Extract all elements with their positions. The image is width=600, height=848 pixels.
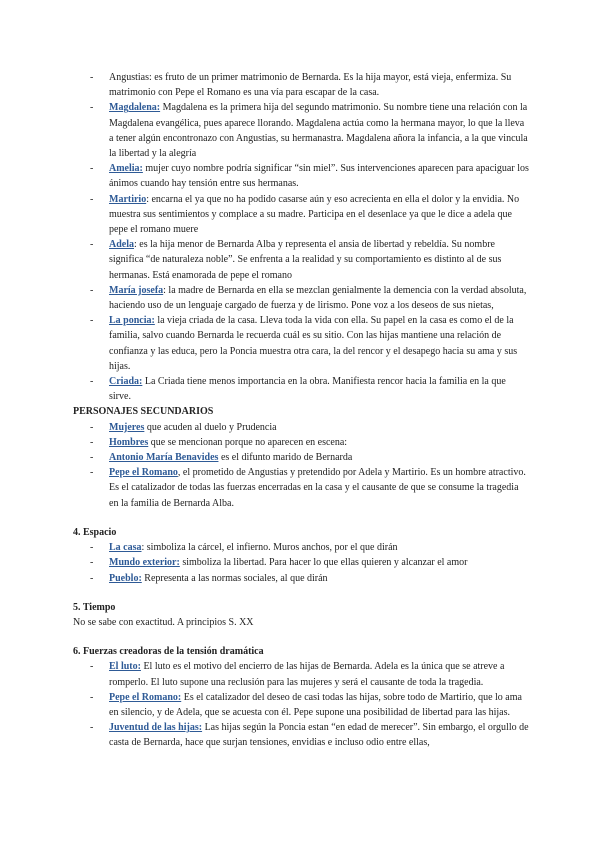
item-text: es el difunto marido de Bernarda <box>218 452 353 464</box>
space-list <box>73 540 529 586</box>
list-dash-bullet: - <box>90 163 94 175</box>
item-term: Adela <box>109 239 134 251</box>
tension-force-item <box>73 720 529 750</box>
character-item <box>73 313 529 374</box>
item-text: : es la hija menor de Bernarda Alba y representa el ansia de libertad y rebeldía. Su nombre significa “de naturaleza noble”. Se enfrenta a la realidad y su comportamiento es distinto al de sus hermanas. Está enamorada de pepe el romano <box>109 239 502 281</box>
list-dash-bullet: - <box>90 691 94 703</box>
item-text: : la madre de Bernarda en ella se mezclan genialmente la demencia con la verdad absoluta, haciendo uso de un lenguaje cargado de fuerza y de lirismo. Pone voz a los deseos de sus nietas, <box>109 284 527 312</box>
item-text: : simboliza la cárcel, el infierno. Muros anchos, por el que dirán <box>141 542 398 554</box>
document-content <box>73 70 529 751</box>
space-item <box>73 540 529 555</box>
list-dash-bullet: - <box>90 542 94 554</box>
item-text: que acuden al duelo y Prudencia <box>144 421 277 433</box>
item-term: Antonio María Benavides <box>109 452 219 464</box>
list-dash-bullet: - <box>90 436 94 448</box>
item-text: Es el catalizador del deseo de casi todas las hijas, sobre todo de Martirio, que lo ama en silencio, y de Adela, que se acuesta con él. Pepe supone una posibilidad de libertad para las hijas. <box>109 691 522 718</box>
item-text: El luto es el motivo del encierro de las hijas de Bernarda. Adela es la única que se atreve a romperlo. El luto supone una reclusión para las mujeres y será el causante de toda la tragedia. <box>109 661 505 688</box>
list-dash-bullet: - <box>90 467 94 479</box>
list-dash-bullet: - <box>90 572 94 584</box>
tension-force-item <box>73 659 529 689</box>
character-item <box>73 100 529 161</box>
section-5-text: No se sabe con exactitud. A principios S. XX <box>73 616 254 628</box>
character-item <box>73 161 529 191</box>
item-term: La casa <box>109 542 142 554</box>
list-dash-bullet: - <box>90 722 94 734</box>
item-text: , el prometido de Angustias y pretendido por Adela y Martirio. Es un hombre atractivo. Es el catalizador de todas las fuerzas encerradas en la casa y el causante de que se consume la tragedia en la familia de Bernarda Alba. <box>109 467 526 509</box>
section-4-heading: 4. Espacio <box>73 526 117 538</box>
item-term: María josefa <box>109 284 164 296</box>
section-5-heading: 5. Tiempo <box>73 601 116 613</box>
item-term: Hombres <box>109 436 149 448</box>
list-dash-bullet: - <box>90 557 94 569</box>
list-dash-bullet: - <box>90 661 94 673</box>
item-text: La Criada tiene menos importancia en la obra. Manifiesta rencor hacia la familia en la que sirve. <box>109 376 506 403</box>
secondary-characters-heading: PERSONAJES SECUNDARIOS <box>73 406 214 418</box>
item-text: que se mencionan porque no aparecen en escena: <box>148 436 348 448</box>
item-text: Representa a las normas sociales, al que dirán <box>141 572 328 584</box>
space-item <box>73 571 529 586</box>
list-dash-bullet: - <box>90 421 94 433</box>
character-item <box>73 237 529 283</box>
list-dash-bullet: - <box>90 193 94 205</box>
tension-forces-list <box>73 659 529 750</box>
spacer <box>73 630 529 644</box>
item-text: Las hijas según la Poncia estan “en edad de merecer”. Sin embargo, el orgullo de casta de Bernarda, hace que surjan tensiones, envidias e incluso odio entre ellas, <box>109 722 529 749</box>
item-term: La poncia: <box>109 315 155 327</box>
section-6-heading: 6. Fuerzas creadoras de la tensión dramática <box>73 646 264 658</box>
list-dash-bullet: - <box>90 284 94 296</box>
item-text: la vieja criada de la casa. Lleva toda la vida con ella. Su papel en la casa es como el de la familia, salvo cuando Bernarda le recuerda cuál es su sitio. Con las hijas mantiene una relación de confianza y las educa, pero la Poncia muestra otra cara, la del rencor y el desapego hacia su ama y sus hijas. <box>109 315 518 372</box>
item-term: Pepe el Romano <box>109 467 178 479</box>
item-text: Magdalena es la primera hija del segundo matrimonio. Su nombre tiene una relación con la Magdalena evangélica, pues aparece llorando. Magdalena actúa como la hermana mayor, lo que la lleva a tener algún encontronazo con Angustias, su hermanastra. Magdalena añora la infancia, a la que vincula la libertad y la alegría <box>109 102 528 160</box>
secondary-character-item <box>73 450 529 465</box>
list-dash-bullet: - <box>90 102 94 114</box>
item-term: Magdalena: <box>109 102 161 114</box>
item-text: Angustias: es fruto de un primer matrimonio de Bernarda. Es la hija mayor, está vieja, enfermiza. Su matrimonio con Pepe el Romano es una vía para escapar de la casa. <box>109 72 512 99</box>
secondary-character-item <box>73 435 529 450</box>
character-item <box>73 374 529 404</box>
item-term: Mujeres <box>109 421 145 433</box>
character-item <box>73 192 529 238</box>
list-dash-bullet: - <box>90 72 94 83</box>
item-term: Pueblo: <box>109 572 142 584</box>
secondary-characters-list <box>73 420 529 511</box>
list-dash-bullet: - <box>90 239 94 251</box>
list-dash-bullet: - <box>90 315 94 327</box>
main-characters-list <box>73 70 529 404</box>
secondary-character-item <box>73 420 529 435</box>
item-term: Amelia: <box>109 163 143 175</box>
character-item <box>73 70 529 100</box>
item-text: : encarna el ya que no ha podido casarse aún y eso acrecienta en ella el dolor y la envidia. No muestra sus sentimientos y complace a su madre. Participa en el desenlace ya que le dice a adela que pepe el romano muere <box>109 193 520 236</box>
item-term: Mundo exterior: <box>109 557 180 569</box>
item-term: Pepe el Romano: <box>109 691 182 703</box>
list-dash-bullet: - <box>90 376 94 388</box>
item-text: mujer cuyo nombre podría significar “sin miel”. Sus intervenciones aparecen para apaciguar los ánimos cuando hay tensión entre sus hermanas. <box>109 163 529 190</box>
spacer <box>73 586 529 600</box>
character-item <box>73 283 529 313</box>
space-item <box>73 555 529 570</box>
tension-force-item <box>73 690 529 720</box>
item-term: El luto: <box>109 661 141 673</box>
spacer <box>73 511 529 525</box>
item-term: Martirio <box>109 193 147 205</box>
item-term: Criada: <box>109 376 143 388</box>
item-term: Juventud de las hijas: <box>109 722 203 734</box>
list-dash-bullet: - <box>90 452 94 464</box>
secondary-character-item <box>73 465 529 511</box>
item-text: simboliza la libertad. Para hacer lo que ellas quieren y alcanzar el amor <box>179 557 468 569</box>
